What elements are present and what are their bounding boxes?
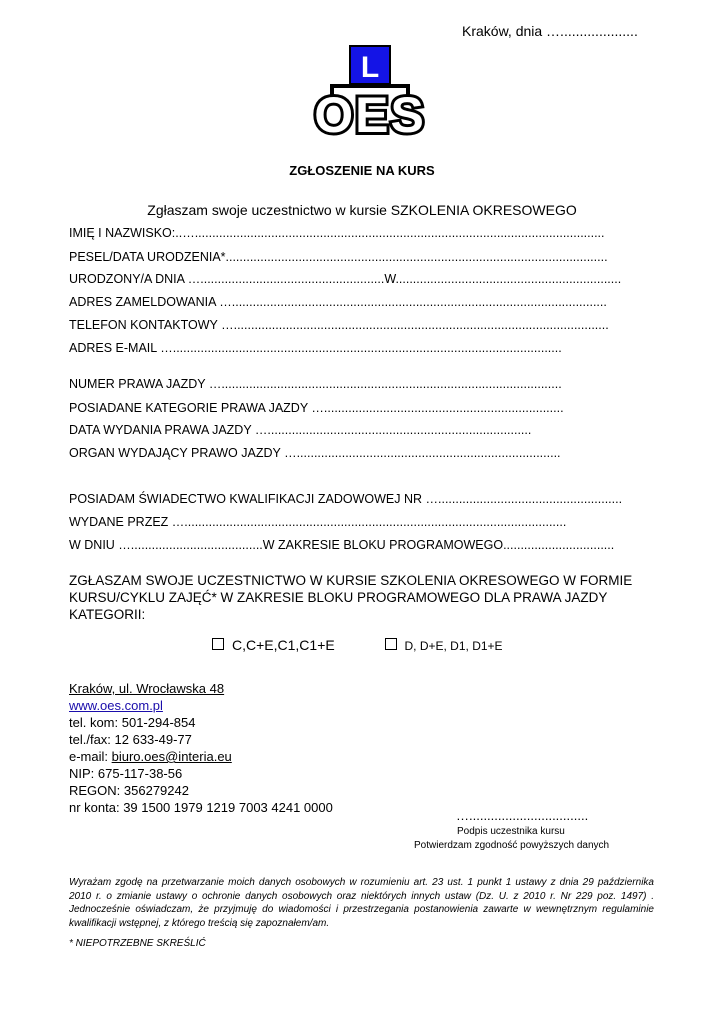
field-issue-date[interactable]: W DNIU …......................................W ZAKRESIE BLOKU PROGRAMOWEGO................................ [69,538,615,552]
field-email[interactable]: ADRES E-MAIL …................................................................................................................ [69,341,562,355]
field-certificate-number[interactable]: POSIADAM ŚWIADECTWO KWALIFIKACJI ZADOWOWEJ NR …..................................................... [69,492,623,506]
consent-text: Wyrażam zgodę na przetwarzanie moich danych osobowych w rozumieniu art. 23 ust. 1 punkt 1 ustawy z dnia 29 października 2010 r. o zmianie ustawy o ochronie danych osobowych oraz niektórych innych ustaw (Dz. U. z 2010 r. Nr 229 poz. 1497) . Jednocześnie oświadczam, że przyjmuję do wiadomości i przestrzegania postanowienia zawarte w wewnętrznym regulaminie kwalifikacji wstępnej, z którego treścią się zapoznałem/am. [69,877,654,929]
contact-phone: tel. kom: 501-294-854 [69,715,196,730]
signature-confirm: Potwierdzam zgodność powyższych danych [414,840,610,851]
contact-regon: REGON: 356279242 [69,783,189,798]
checkbox-dde-label: D, D+E, D1, D1+E [404,639,503,653]
footnote: * NIEPOTRZEBNE SKREŚLIĆ [69,938,206,949]
field-license-categories[interactable]: POSIADANE KATEGORIE PRAWA JAZDY …..................................................................... [69,401,564,415]
form-subtitle: Zgłaszam swoje uczestnictwo w kursie SZKOLENIA OKRESOWEGO [147,202,577,218]
contact-nip: NIP: 675-117-38-56 [69,766,183,781]
contact-fax: tel./fax: 12 633-49-77 [69,732,192,747]
checkbox-dde[interactable] [385,638,397,650]
website-link[interactable]: www.oes.com.pl [69,698,163,713]
checkbox-cce-label: C,C+E,C1,C1+E [232,637,335,653]
field-license-issuer[interactable]: ORGAN WYDAJĄCY PRAWO JAZDY …............................................................................ [69,446,561,460]
svg-text:L: L [360,51,380,84]
date-line: Kraków, dnia ….................... [462,23,638,39]
field-license-number[interactable]: NUMER PRAWA JAZDY ….................................................................................................. [69,377,562,391]
category-checkboxes [212,637,503,653]
signature-label: Podpis uczestnika kursu [457,826,565,837]
field-name[interactable]: IMIĘ I NAZWISKO:..…...................................................................................................................... [69,226,605,240]
declaration-text: ZGŁASZAM SWOJE UCZESTNICTWO W KURSIE SZKOLENIA OKRESOWEGO W FORMIE KURSU/CYKLU ZAJĘĆ* W ZAKRESIE BLOKU PROGRAMOWEGO DLA PRAWA JAZDY KATEGORII: [69,573,633,622]
field-address[interactable]: ADRES ZAMELDOWANIA …............................................................................................................ [69,295,607,309]
contact-info [69,680,333,816]
contact-account: nr konta: 39 1500 1979 1219 7003 4241 0000 [69,800,333,815]
svg-text:OES: OES [314,87,426,136]
email-link[interactable]: biuro.oes@interia.eu [111,749,232,764]
contact-address: Kraków, ul. Wrocławska 48 [69,681,225,696]
field-phone[interactable]: TELEFON KONTAKTOWY …............................................................................................................ [69,318,609,332]
checkbox-cce[interactable] [212,638,224,650]
email-prefix: e-mail: [69,749,112,764]
signature-line[interactable]: …................................. [456,808,589,823]
page-title: ZGŁOSZENIE NA KURS [289,163,435,178]
oes-logo [306,44,434,136]
field-pesel[interactable]: PESEL/DATA URODZENIA*.............................................................................................................. [69,250,608,264]
field-license-date[interactable]: DATA WYDANIA PRAWA JAZDY …............................................................................ [69,423,532,437]
field-birth[interactable]: URODZONY/A DNIA ….....................................................W................................................................. [69,272,622,286]
field-issued-by[interactable]: WYDANE PRZEZ ….............................................................................................................. [69,515,567,529]
